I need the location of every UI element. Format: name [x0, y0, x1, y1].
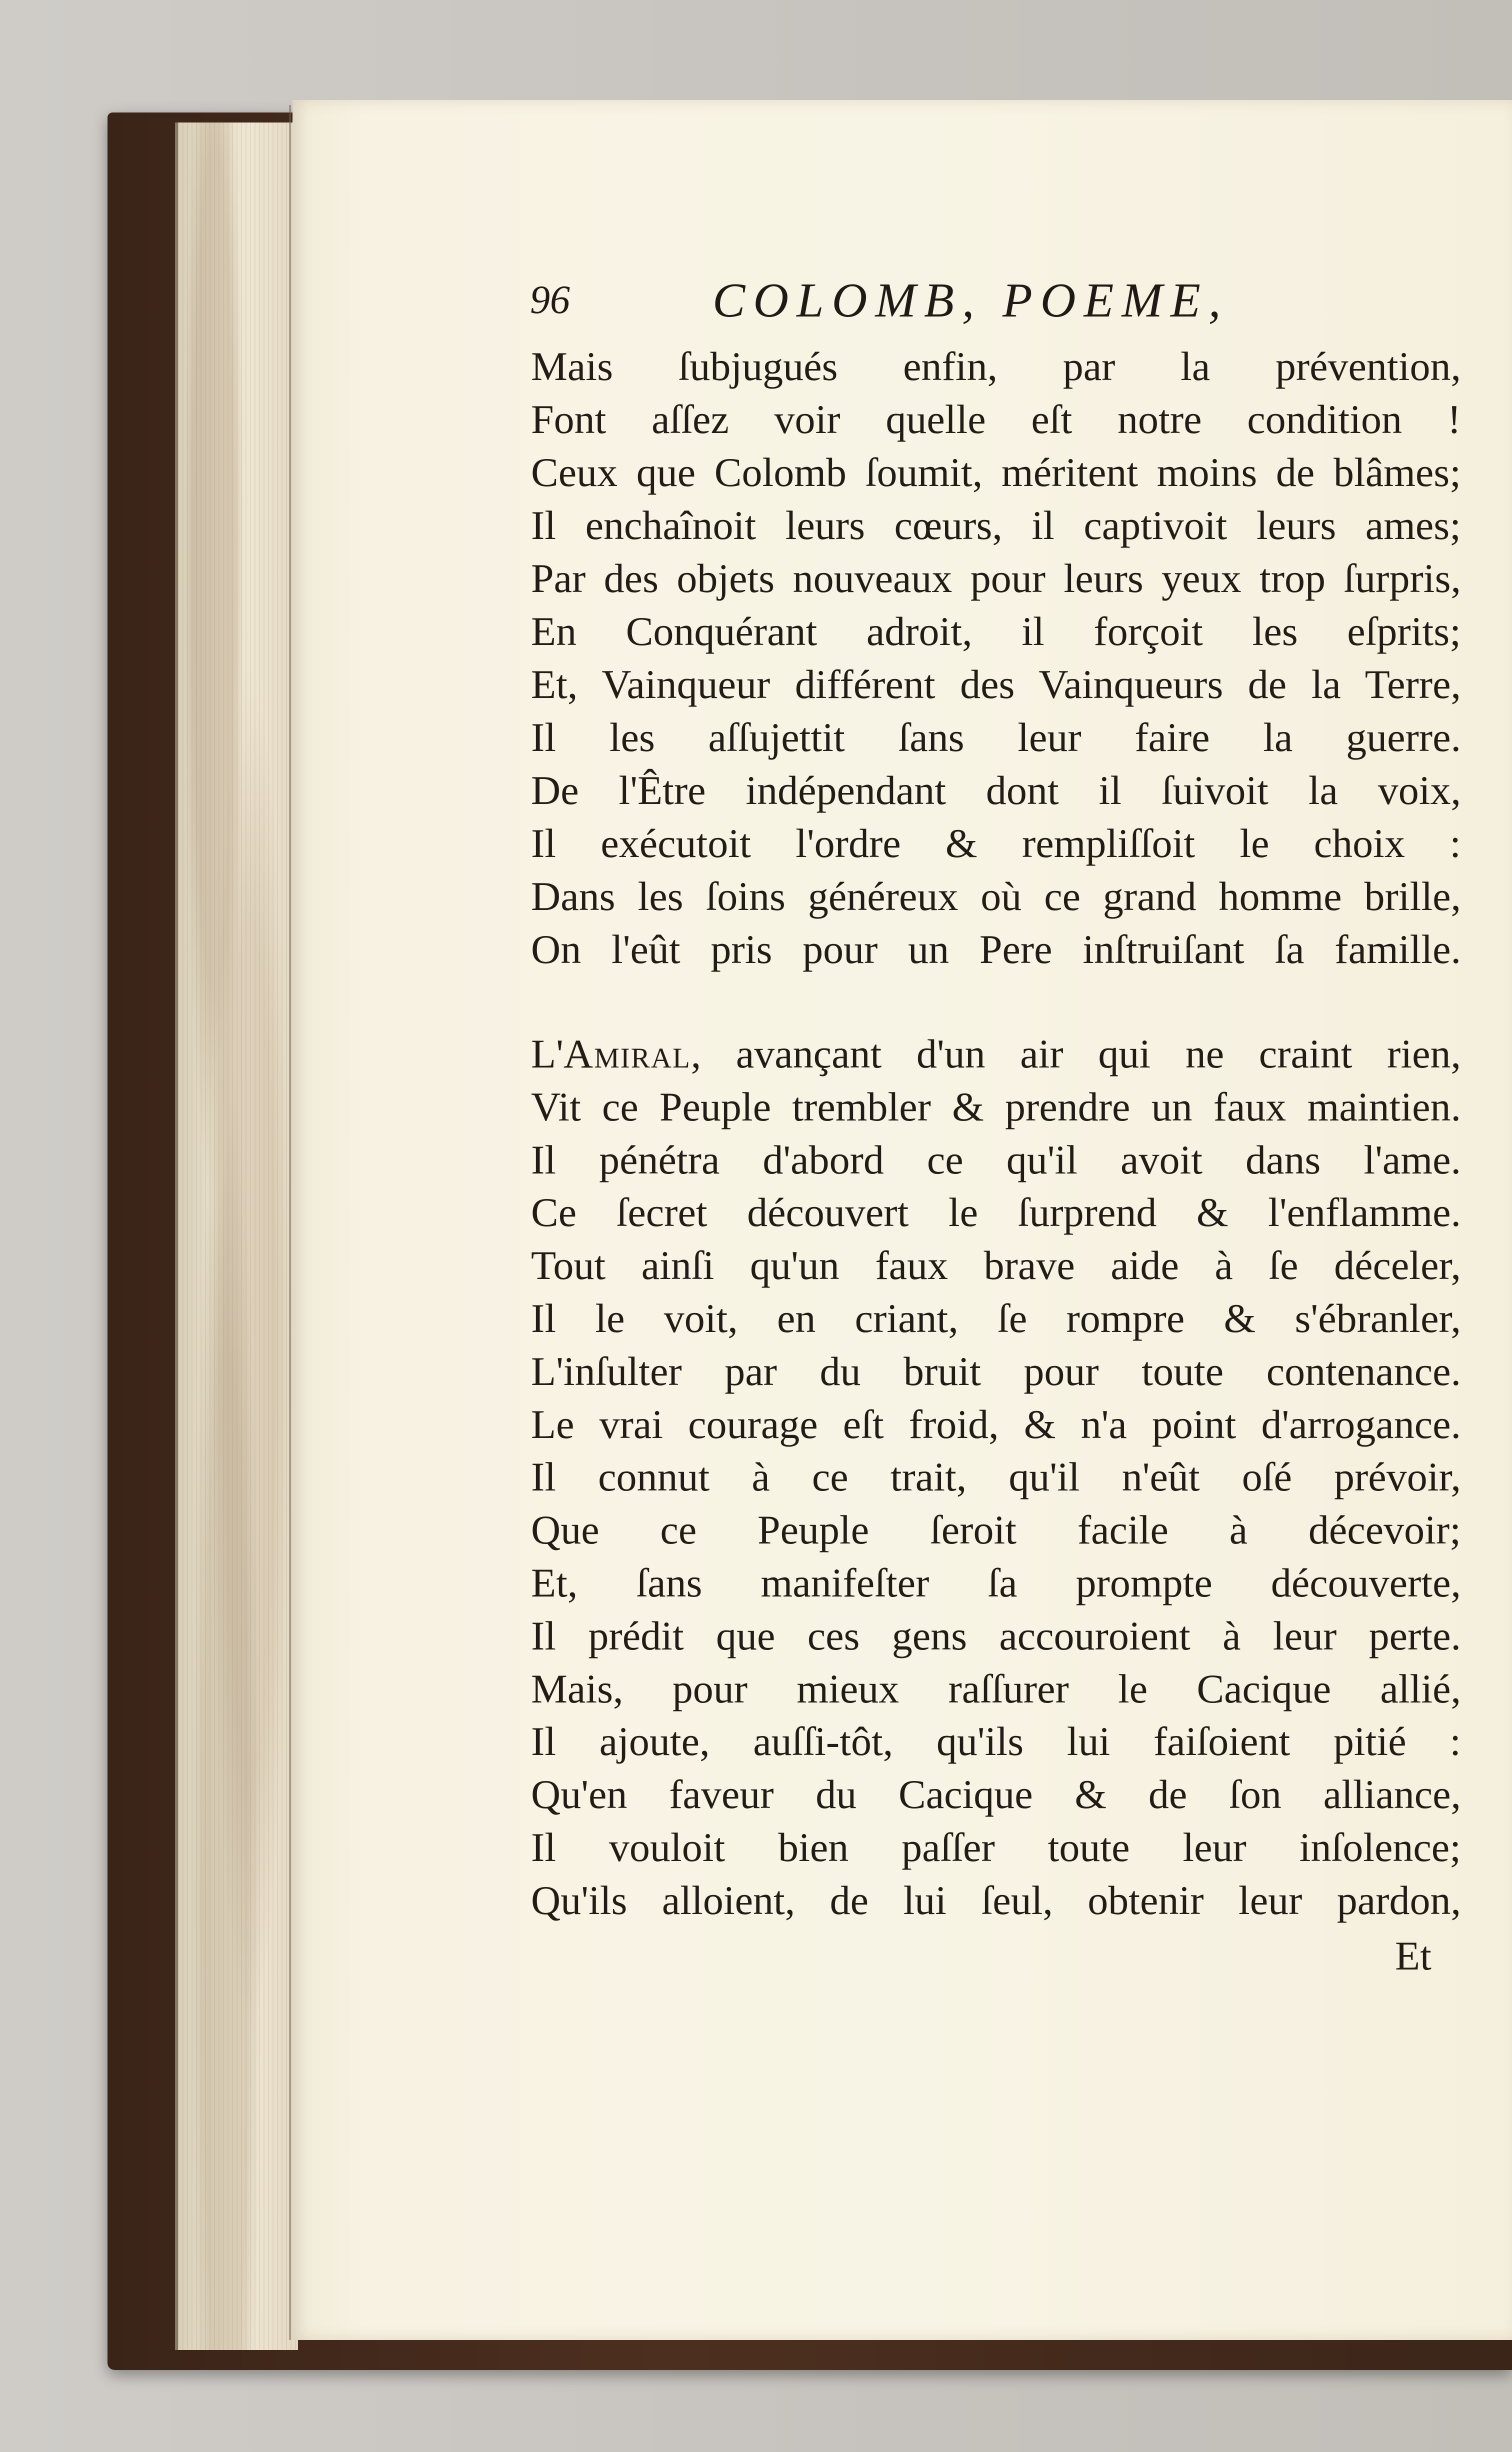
verse-line: Ce ſecret découvert le ſurprend & l'enflamme. — [531, 1190, 1461, 1236]
page-header — [530, 272, 1355, 338]
verse-line: Dans les ſoins généreux où ce grand homme brille, — [531, 874, 1461, 919]
verse-line: Le vrai courage eſt froid, & n'a point d'arrogance. — [531, 1401, 1461, 1447]
verse-line: Qu'en faveur du Cacique & de ſon alliance, — [531, 1772, 1461, 1818]
catchword: Et — [1395, 1933, 1432, 1978]
verse-rest: , avançant d'un air qui ne craint rien, — [690, 1031, 1461, 1076]
stanza-2 — [531, 1028, 1461, 1927]
verse-line: En Conquérant adroit, il forçoit les eſprits; — [531, 608, 1461, 654]
verse-line: Mais ſubjugués enfin, par la prévention, — [531, 344, 1461, 389]
verse-line: Il enchaînoit leurs cœurs, il captivoit leurs ames; — [531, 502, 1461, 548]
verse-line: Font aſſez voir quelle eſt notre condition ! — [531, 396, 1461, 442]
verse-line: Il pénétra d'abord ce qu'il avoit dans l'ame. — [531, 1136, 1461, 1182]
verse-line: L'inſulter par du bruit pour toute contenance. — [531, 1348, 1461, 1394]
verse-line: Que ce Peuple ſeroit facile à décevoir; — [531, 1507, 1461, 1553]
verse-line: Vit ce Peuple trembler & prendre un faux maintien. — [531, 1084, 1461, 1130]
verse-line: Tout ainſi qu'un faux brave aide à ſe déceler, — [531, 1242, 1461, 1288]
verse-line: Il ajoute, auſſi-tôt, qu'ils lui faiſoient pitié : — [531, 1718, 1461, 1764]
verse-line: Il les aſſujettit ſans leur faire la guerre. — [531, 714, 1461, 760]
page-edges — [175, 122, 298, 2350]
verse-line: On l'eût pris pour un Pere inſtruiſant ſa famille. — [531, 926, 1461, 972]
verse-line: Et, ſans manifeſter ſa prompte découverte, — [531, 1560, 1461, 1606]
verse-line: Par des objets nouveaux pour leurs yeux trop ſurpris, — [531, 556, 1461, 601]
running-title: COLOMB, POEME, — [712, 274, 1229, 328]
verse-line: Il le voit, en criant, ſe rompre & s'ébranler, — [531, 1295, 1461, 1341]
verse-smallcaps-word: Amiral — [563, 1031, 691, 1076]
verse-line: Mais, pour mieux raſſurer le Cacique allié, — [531, 1666, 1461, 1712]
verse-line: Il vouloit bien paſſer toute leur inſolence; — [531, 1824, 1461, 1870]
verse-line: Il connut à ce trait, qu'il n'eût oſé prévoir, — [531, 1454, 1461, 1500]
verse-line: Il exécutoit l'ordre & rempliſſoit le choix : — [531, 820, 1461, 866]
page-number: 96 — [530, 278, 570, 322]
verse-line: Il prédit que ces gens accouroient à leur perte. — [531, 1612, 1461, 1658]
verse-opening: L' — [531, 1031, 564, 1076]
verse-line-first — [531, 1028, 1461, 1080]
verse-line: Et, Vainqueur différent des Vainqueurs de la Terre, — [531, 662, 1461, 707]
verse-line: Qu'ils alloient, de lui ſeul, obtenir leur pardon, — [531, 1877, 1461, 1923]
stanza-1 — [531, 340, 1461, 976]
gutter-line — [289, 105, 291, 2340]
verse-line: De l'Être indépendant dont il ſuivoit la voix, — [531, 768, 1461, 813]
verse-line: Ceux que Colomb ſoumit, méritent moins de blâmes; — [531, 450, 1461, 495]
